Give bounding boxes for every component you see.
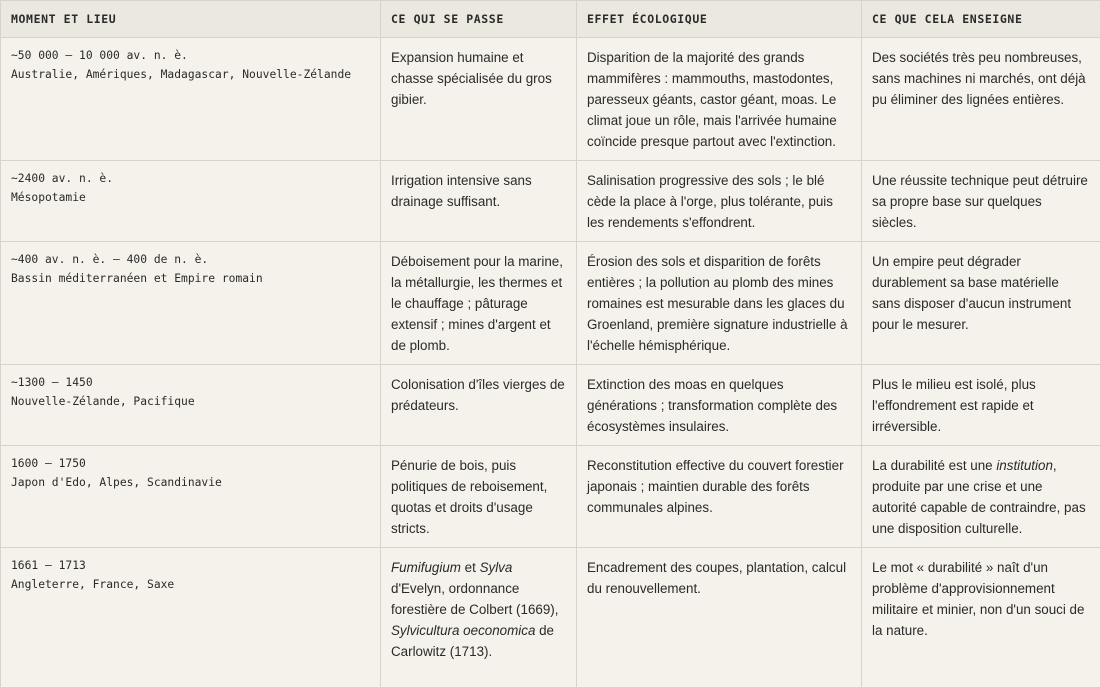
column-header-moment-lieu: MOMENT ET LIEU: [1, 1, 381, 38]
event-text: de Carlowitz (1713).: [391, 623, 555, 659]
moment-lieu-cell: [1, 365, 381, 446]
period-text: ~400 av. n. è. – 400 de n. è.: [11, 253, 209, 266]
event-text: et: [460, 560, 480, 575]
effect-cell: Disparition de la majorité des grands mammifères : mammouths, mastodontes, paresseux géants, castor géant, moas. Le climat joue un rôle, mais l'arrivée humaine coïncide presque partout avec l'extinction.: [577, 38, 862, 161]
title-sylvicultura-oeconomica: Sylvicultura oeconomica: [391, 623, 536, 638]
title-fumifugium: Fumifugium: [391, 560, 461, 575]
effect-cell: Encadrement des coupes, plantation, calcul du renouvellement.: [577, 548, 862, 688]
moment-lieu-cell: [1, 548, 381, 688]
event-cell: Déboisement pour la marine, la métallurgie, les thermes et le chauffage ; pâturage extensif ; mines d'argent et de plomb.: [381, 242, 577, 365]
moment-lieu-cell: [1, 446, 381, 548]
place-text: Bassin méditerranéen et Empire romain: [11, 272, 263, 285]
event-cell: [381, 548, 577, 688]
lesson-cell: Des sociétés très peu nombreuses, sans machines ni marchés, ont déjà pu éliminer des lignées entières.: [862, 38, 1100, 161]
period-text: ~1300 – 1450: [11, 376, 93, 389]
table-row: [1, 161, 1100, 242]
period-text: ~50 000 – 10 000 av. n. è.: [11, 49, 188, 62]
lesson-cell: Le mot « durabilité » naît d'un problème d'approvisionnement militaire et minier, non d'un souci de la nature.: [862, 548, 1100, 688]
lesson-emphasis: institution: [996, 458, 1053, 473]
effect-cell: Reconstitution effective du couvert forestier japonais ; maintien durable des forêts communales alpines.: [577, 446, 862, 548]
place-text: Angleterre, France, Saxe: [11, 578, 175, 591]
event-cell: Pénurie de bois, puis politiques de reboisement, quotas et droits d'usage stricts.: [381, 446, 577, 548]
event-text: d'Evelyn, ordonnance forestière de Colbert (1669),: [391, 581, 559, 617]
place-text: Australie, Amériques, Madagascar, Nouvelle-Zélande: [11, 68, 352, 81]
moment-lieu-cell: [1, 38, 381, 161]
column-header-effet-ecologique: EFFET ÉCOLOGIQUE: [577, 1, 862, 38]
period-text: 1600 – 1750: [11, 457, 86, 470]
moment-lieu-cell: [1, 161, 381, 242]
effect-cell: Érosion des sols et disparition de forêts entières ; la pollution au plomb des mines romaines est mesurable dans les glaces du Groenland, première signature industrielle à l'échelle hémisphérique.: [577, 242, 862, 365]
lesson-cell: [862, 446, 1100, 548]
period-text: ~2400 av. n. è.: [11, 172, 114, 185]
event-cell: Expansion humaine et chasse spécialisée du gros gibier.: [381, 38, 577, 161]
lesson-text: La durabilité est une: [872, 458, 997, 473]
effect-cell: Extinction des moas en quelques générations ; transformation complète des écosystèmes insulaires.: [577, 365, 862, 446]
column-header-ce-qui-se-passe: CE QUI SE PASSE: [381, 1, 577, 38]
place-text: Japon d'Edo, Alpes, Scandinavie: [11, 476, 222, 489]
table-row: [1, 548, 1100, 688]
lesson-text: , produite par une crise et une autorité capable de contraindre, pas une disposition culturelle.: [872, 458, 1086, 536]
column-header-ce-que-cela-enseigne: CE QUE CELA ENSEIGNE: [862, 1, 1100, 38]
lesson-cell: Une réussite technique peut détruire sa propre base sur quelques siècles.: [862, 161, 1100, 242]
moment-lieu-cell: [1, 242, 381, 365]
title-sylva: Sylva: [479, 560, 513, 575]
table-row: [1, 365, 1100, 446]
event-cell: Irrigation intensive sans drainage suffisant.: [381, 161, 577, 242]
place-text: Nouvelle-Zélande, Pacifique: [11, 395, 195, 408]
table-header-row: [1, 1, 1100, 38]
table-row: [1, 242, 1100, 365]
effect-cell: Salinisation progressive des sols ; le blé cède la place à l'orge, plus tolérante, puis les rendements s'effondrent.: [577, 161, 862, 242]
lesson-cell: Plus le milieu est isolé, plus l'effondrement est rapide et irréversible.: [862, 365, 1100, 446]
event-cell: Colonisation d'îles vierges de prédateurs.: [381, 365, 577, 446]
period-text: 1661 – 1713: [11, 559, 86, 572]
table-row: [1, 446, 1100, 548]
place-text: Mésopotamie: [11, 191, 86, 204]
lesson-cell: Un empire peut dégrader durablement sa base matérielle sans disposer d'aucun instrument pour le mesurer.: [862, 242, 1100, 365]
table-row: [1, 38, 1100, 161]
